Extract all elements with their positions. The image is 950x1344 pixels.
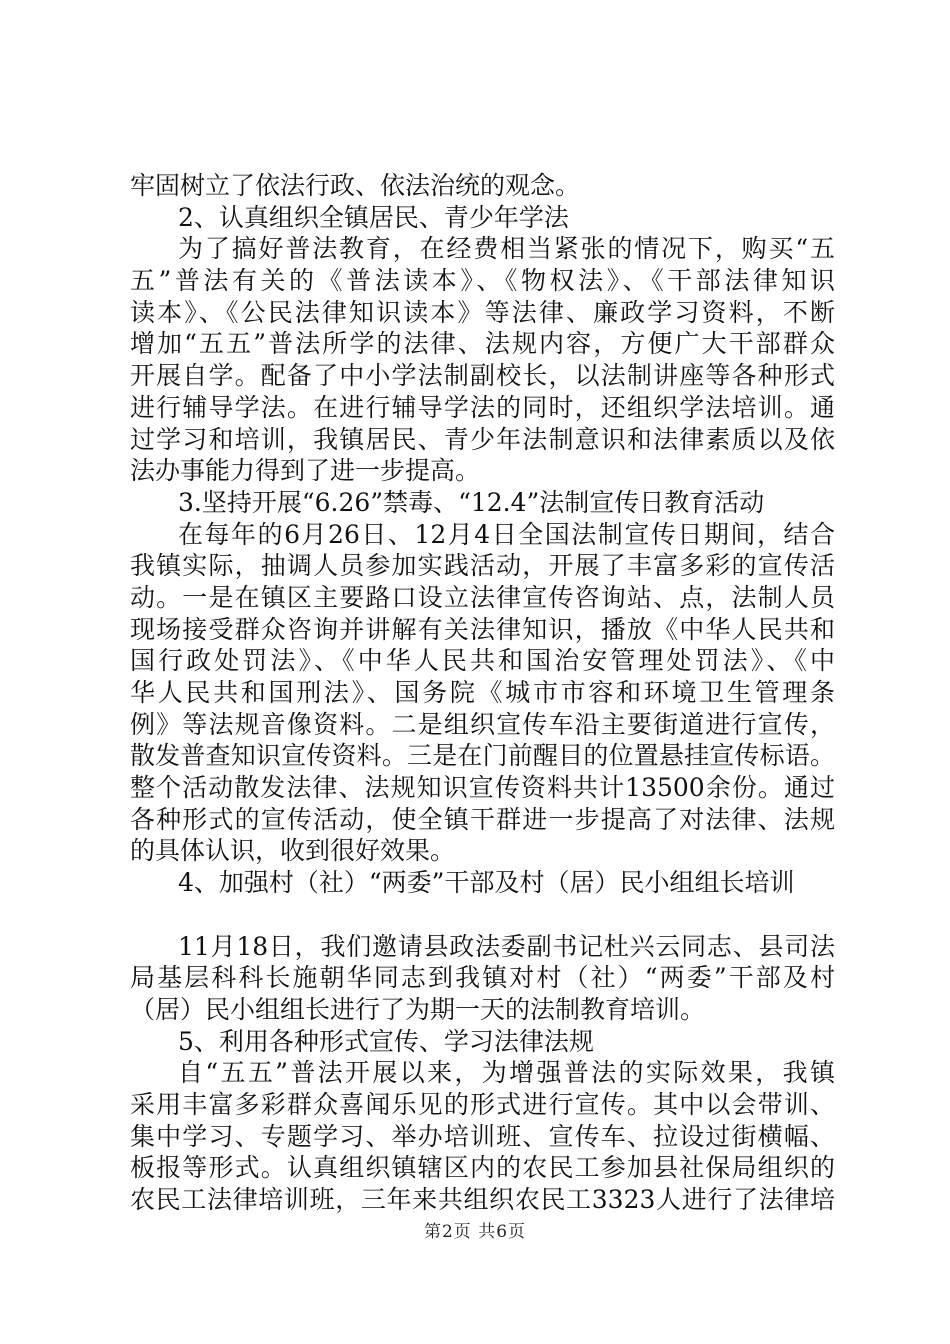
section-heading: 5、利用各种形式宣传、学习法律法规 [178,1026,594,1056]
text-line: 读本》、《公民法律知识读本》等法律、廉政学习资料，不断 [130,297,835,327]
text-line: 进行辅导学法。在进行辅导学法的同时，还组织学法培训。通 [130,392,835,422]
text-line: 华人民共和国刑法》、国务院《城市市容和环境卫生管理条 [130,678,835,707]
text-line: 局基层科科长施朝华同志到我镇对村（社）“两委”干部及村 [130,963,835,993]
document-body [130,170,835,1216]
text-line: 的具体认识，收到很好效果。 [130,836,456,866]
text-line: 集中学习、专题学习、举办培训班、宣传车、拉设过街横幅、 [130,1121,835,1151]
text-line: 各种形式的宣传活动，使全镇干群进一步提高了对法律、法规 [130,804,835,834]
text-line: 五”普法有关的《普法读本》、《物权法》、《干部法律知识 [130,266,835,296]
text-line: 我镇实际，抽调人员参加实践活动，开展了丰富多彩的宣传活 [130,551,835,581]
text-line: 自“五五”普法开展以来，为增强普法的实际效果，我镇 [178,1058,835,1088]
section-heading: 4、加强村（社）“两委”干部及村（居）民小组组长培训 [178,868,795,898]
text-line: 牢固树立了依法行政、依法治统的观念。 [130,171,581,200]
blank-line [130,899,835,931]
text-line: 现场接受群众咨询并讲解有关法律知识，播放《中华人民共和 [130,614,835,644]
page-number-footer: 第2页 共6页 [423,1222,527,1242]
text-line: 例》等法规音像资料。二是组织宣传车沿主要街道进行宣传， [130,709,835,739]
text-line: 农民工法律培训班，三年来共组织农民工3323人进行了法律培 [130,1185,835,1214]
text-line: 国行政处罚法》、《中华人民共和国治安管理处罚法》、《中 [130,646,835,676]
text-line: 法办事能力得到了进一步提高。 [130,456,481,486]
text-line: 开展自学。配备了中小学法制副校长，以法制讲座等各种形式 [130,361,835,391]
text-line: 散发普查知识宣传资料。三是在门前醒目的位置悬挂宣传标语。 [130,741,835,771]
text-line: 动。一是在镇区主要路口设立法律宣传咨询站、点，法制人员 [130,582,835,612]
text-line: 过学习和培训，我镇居民、青少年法制意识和法律素质以及依 [130,424,835,454]
text-line: 11月18日，我们邀请县政法委副书记杜兴云同志、县司法 [178,931,835,961]
text-line: 增加“五五”普法所学的法律、法规内容，方便广大干部群众 [130,329,835,359]
section-heading: 2、认真组织全镇居民、青少年学法 [178,202,569,232]
text-line: 为了搞好普法教育，在经费相当紧张的情况下，购买“五 [178,234,835,264]
text-line: 在每年的6月26日、12月4日全国法制宣传日期间，结合 [178,519,835,549]
text-line: 板报等形式。认真组织镇辖区内的农民工参加县社保局组织的 [130,1153,835,1183]
text-line: （居）民小组组长进行了为期一天的法制教育培训。 [130,994,706,1024]
text-line: 整个活动散发法律、法规知识宣传资料共计13500余份。通过 [130,773,835,803]
section-heading: 3.坚持开展“6.26”禁毒、“12.4”法制宣传日教育活动 [178,487,765,517]
text-line: 采用丰富多彩群众喜闻乐见的形式进行宣传。其中以会带训、 [130,1089,835,1119]
